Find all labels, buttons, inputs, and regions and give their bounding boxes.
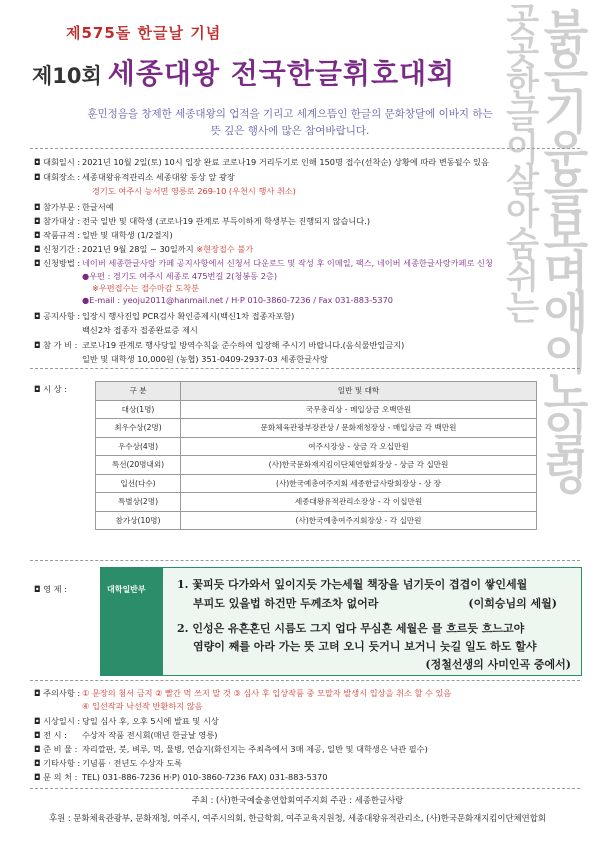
table-row — [96, 400, 537, 419]
period-note: ※현장접수 불가 — [196, 244, 254, 254]
label-notes: ◘ 주의사항 : — [34, 688, 81, 698]
footer-sponsors: 후원 : 문화체육관광부, 문화재청, 여주시, 여주시의회, 한글학회, 여주교육지원청, 세종대왕유적관리소, (사)한국문화재지킴이단체연합회 — [49, 813, 546, 823]
value-venue: 세종대왕유적관리소 세종대왕 동상 앞 광장 — [82, 172, 235, 182]
value-date: 2021년 10월 2일(토) 10시 입장 완료 코로나19 거리두기로 인해 150명 접수(선착순) 상황에 따라 변동될수 있음 — [82, 157, 489, 167]
label-contact: ◘ 문 의 처 : — [34, 772, 78, 782]
label-venue: ◘ 대회장소 : — [34, 172, 81, 182]
divider — [30, 368, 580, 369]
label-fee: ◘ 참 가 비 : — [34, 340, 78, 350]
prize-category: 특선(20명내외) — [96, 456, 181, 475]
label-method: ◘ 신청방법 : — [34, 258, 81, 268]
table-row — [96, 511, 537, 530]
prize-category: 참가상(10명) — [96, 511, 181, 530]
label-prizes: ◘ 시 상 : — [34, 384, 67, 394]
apply-contact: ●E-mail : yeoju2011@hanmail.net / H·P 010-3860-7236 / Fax 031-883-5370 — [82, 295, 393, 305]
value-contact: TEL) 031-886-7236 H·P) 010-3860-7236 FAX) 031-883-5370 — [82, 772, 328, 782]
value-size: 일반 및 대학생 (1/2절지) — [82, 230, 173, 240]
table-row — [96, 474, 537, 493]
value-supplies: 자리깔판, 붓, 벼루, 먹, 물병, 연습지(화선지는 주최측에서 3매 제공, 일반 및 대학생은 낙관 필수) — [82, 744, 428, 754]
label-etc: ◘ 기타사항 : — [34, 758, 81, 768]
topic-tag-label: 대학일반부 — [107, 585, 146, 594]
value-target: 전국 일반 및 대학생 (코로나19 관계로 부득이하게 학생부는 진행되지 않습니다.) — [82, 216, 371, 226]
intro-text — [30, 106, 550, 140]
table-row — [96, 419, 537, 438]
label-size: ◘ 작품규격 : — [34, 230, 81, 240]
value-period: 2021년 9월 28일 ~ 30일까지 ※현장접수 불가 — [82, 244, 254, 254]
prize-award: (사)한국예총여주지회 세종한글사랑회장상 - 상 장 — [181, 474, 537, 493]
apply-mail: ●우편 : 경기도 여주시 세종로 475번길 2(청봉동 2층) — [82, 271, 278, 281]
divider — [30, 680, 580, 681]
table-row — [96, 493, 537, 512]
prize-award: 문화체육관광부장관상 / 문화재청장상 - 매입상금 각 백만원 — [181, 419, 537, 438]
prizes-header-row — [96, 382, 537, 401]
label-supplies: ◘ 준 비 물 : — [34, 744, 78, 754]
prizes-header-award: 일반 및 대학 — [181, 382, 537, 401]
value-method: 네이버 세종한글사랑 카페 공지사항에서 신청서 다운로드 및 작성 후 이메일, 팩스, 네이버 세종한글사랑카페로 신청 — [82, 258, 493, 268]
table-row — [96, 437, 537, 456]
label-exhibit: ◘ 전 시 : — [34, 730, 67, 740]
intro-line: 뜻 깊은 행사에 많은 참여바랍니다. — [210, 125, 370, 137]
label-notice: ◘ 공지사항 : — [34, 311, 81, 321]
value-award-time: 당일 심사 후, 오후 5시에 발표 및 시상 — [82, 716, 219, 726]
label-date: ◘ 대회일시 : — [34, 157, 81, 167]
apply-mail-note: ※우편접수는 접수마감 도착분 — [92, 283, 199, 293]
poem1-line1: 1. 꽃피듯 다가와서 잎이지듯 가는세월 책장을 넘기듯이 겹겹이 쌓인세월 — [177, 578, 528, 591]
prize-category: 우수상(4명) — [96, 437, 181, 456]
event-title — [32, 52, 455, 92]
prize-award: (사)한국예총여주지회장상 - 각 십만원 — [181, 511, 537, 530]
topic-box — [100, 567, 582, 676]
intro-line: 훈민정음을 창제한 세종대왕의 업적을 기리고 세계으뜸인 한글의 문화창달에 이바지 하는 — [87, 108, 493, 120]
value-category: 한글서예 — [82, 202, 114, 212]
prize-award: 세종대왕유적관리소장상 - 각 이십만원 — [181, 493, 537, 512]
label-period: ◘ 신청기간 : — [34, 244, 81, 254]
poem1-source: (이희승님의 세월) — [468, 597, 557, 610]
label-category: ◘ 참가부문 : — [34, 202, 81, 212]
value-venue-address: 경기도 여주시 능서면 영릉로 269-10 (우천시 행사 취소) — [92, 186, 296, 196]
table-row — [96, 456, 537, 475]
value-etc: 기념품 · 전년도 수상자 도록 — [82, 758, 183, 768]
divider — [30, 788, 580, 789]
calligraphy-decoration-right: 붉은기운을보며애이노일렁 — [536, 8, 590, 488]
divider — [30, 148, 580, 149]
label-target: ◘ 참가대상 : — [34, 216, 81, 226]
prizes-table — [95, 381, 537, 530]
poem2-line1: 2. 인성은 유흔혼딘 시름도 그지 업다 무심흔 세월은 믈 흐르듯 흐느고야 — [177, 622, 525, 635]
value-notice-2: 백신2차 접종자 접종완료증 제시 — [82, 325, 198, 335]
label-award-time: ◘ 시상일시 : — [34, 716, 81, 726]
prize-award: 여주시장상 - 상금 각 오십만원 — [181, 437, 537, 456]
value-exhibit: 수상자 작품 전시회(매년 한글날 영릉) — [82, 730, 218, 740]
prize-category: 입선(다수) — [96, 474, 181, 493]
value-fee-1: 코로나19 관계로 행사당일 방역수칙을 준수하여 입장해 주시기 바랍니다.(음식물반입금지) — [82, 340, 405, 350]
event-edition: 제10회 — [32, 64, 102, 88]
label-topic: ◘ 영 제 : — [34, 584, 67, 594]
prize-award: (사)한국문화재지킴이단체연합회장상 - 상금 각 십만원 — [181, 456, 537, 475]
event-subtitle: 제575돌 한글날 기념 — [66, 24, 222, 42]
footer-organizer: 주최 : (사)한국예술총연합회여주지회 주관 : 세종한글사랑 — [191, 795, 404, 805]
value-fee-2: 일반 및 대학생 10,000원 (농협) 351-0409-2937-03 세종한글사랑 — [82, 354, 328, 364]
prize-award: 국무총리상 - 메입상금 오백만원 — [181, 400, 537, 419]
divider — [30, 560, 580, 561]
calligraphy-decoration-left: 곳곳한글이살아숨쉬는 — [499, 2, 539, 322]
prize-category: 특별상(2명) — [96, 493, 181, 512]
value-notice-1: 입장시 행사진입 PCR검사 확인증제시(백신1차 접종자포함) — [82, 311, 295, 321]
prize-category: 대상(1명) — [96, 400, 181, 419]
value-notes-2: ④ 입선작과 낙선작 반환하지 않음 — [82, 701, 203, 711]
prize-category: 최우수상(2명) — [96, 419, 181, 438]
value-notes-1: ① 문장의 첨서 금지 ② 빨간 먹 쓰지 말 것 ③ 심사 후 입상작품 중 모말자 발생시 입상을 취소 할 수 있음 — [82, 688, 452, 698]
poem1-line2: 부피도 있을법 하건만 두께조차 없어라 — [193, 597, 379, 610]
prizes-header-category: 구 분 — [96, 382, 181, 401]
event-title-main: 세종대왕 전국한글휘호대회 — [107, 57, 456, 90]
topic-tag — [101, 568, 163, 675]
poem2-line2: 염량이 째를 아라 가는 뜻 고텨 오니 듯거니 보거니 늣길 일도 하도 할샤 — [193, 640, 537, 653]
poem2-source: (정철선생의 사미인곡 중에서) — [425, 658, 571, 671]
